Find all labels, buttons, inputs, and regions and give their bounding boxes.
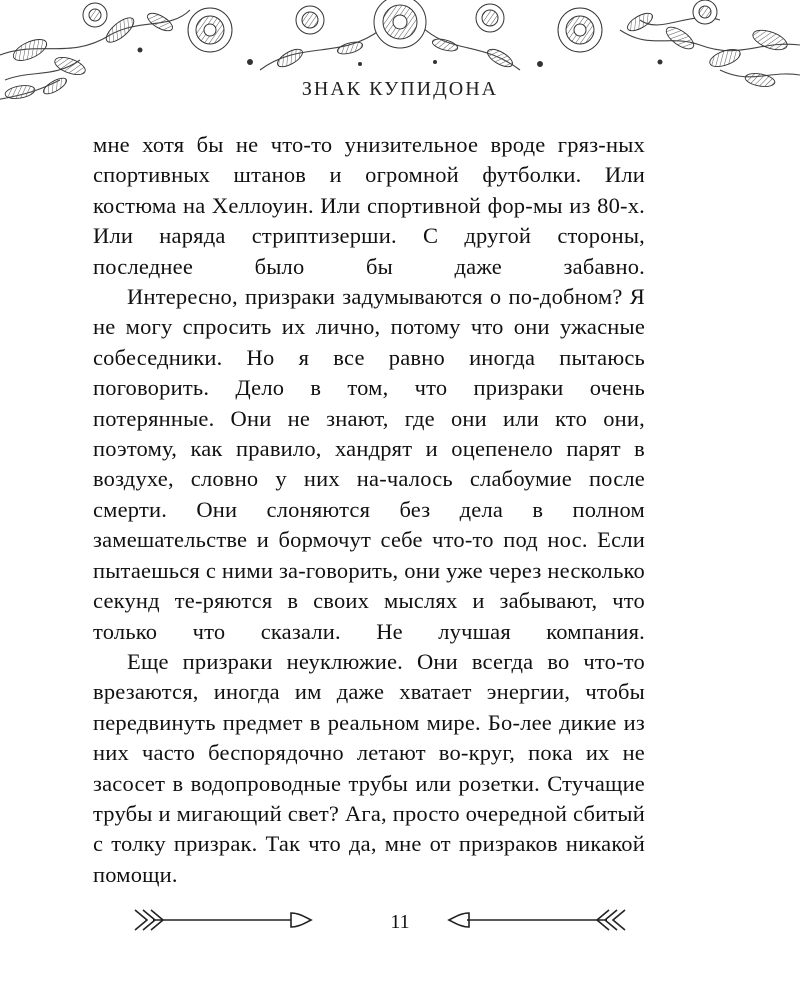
page-body — [93, 130, 645, 890]
running-head: ЗНАК КУПИДОНА — [301, 78, 499, 100]
arrow-left-icon — [447, 908, 627, 932]
paragraph: Интересно, призраки задумываются о по-добном? Я не могу спросить их лично, потому что они ужасные собеседники. Но я все равно иногда пытаюсь поговорить. Дело в том, что призраки очень потерянные. Они не знают, где они или кто они, поэтому, как правило, хандрят и оцепенело парят в воздухе, словно у них на-чалось слабоумие после смерти. Они слоняются без дела в полном замешательстве и бормочут себе что-то под нос. Если пытаешься с ними за-говорить, они уже через несколько секунд те-ряются в своих мыслях и забывают, что только что сказали. Не лучшая компания. — [93, 284, 645, 644]
page-footer — [0, 897, 800, 947]
page-header — [0, 0, 800, 120]
paragraph: Еще призраки неуклюжие. Они всегда во что-то врезаются, иногда им даже хватает энергии, чтобы передвинуть предмет в реальном мире. Бо-лее дикие из них часто беспорядочно летают во-круг, пока их не засосет в водопроводные трубы или розетки. Стучащие трубы и мигающий свет? Ага, просто очередной сбитый с толку призрак. Так что да, мне от призраков никакой помощи. — [93, 648, 645, 887]
paragraph: мне хотя бы не что-то унизительное вроде гряз-ных спортивных штанов и огромной футболки. Или костюма на Хеллоуин. Или спортивной фор-мы из 80-х. Или наряда стриптизерши. С другой стороны, последнее было бы даже забавно. — [93, 132, 645, 279]
page-number: 11 — [390, 911, 410, 933]
